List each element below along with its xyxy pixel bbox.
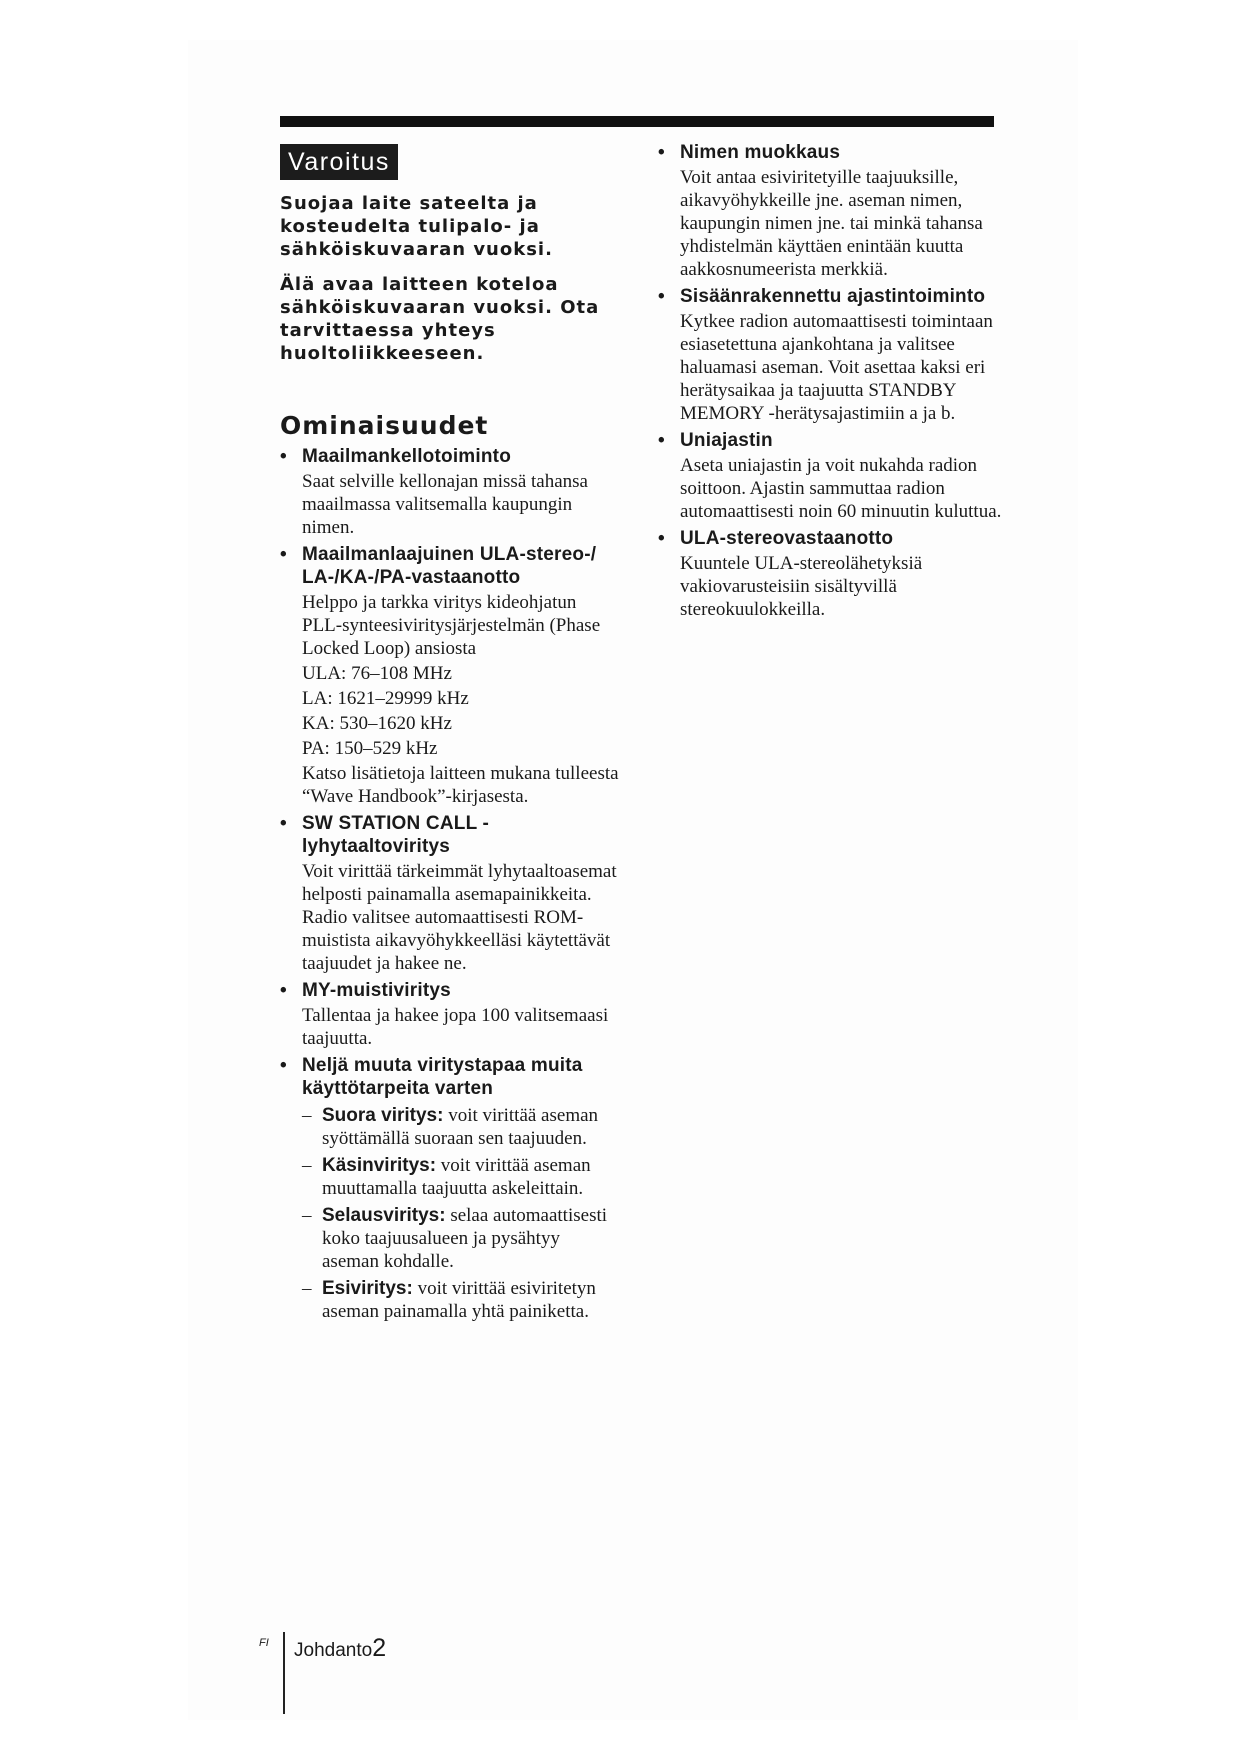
bullet: • [658,142,665,163]
footer-section-name: Johdanto [294,1640,373,1661]
bullet: • [280,813,287,834]
bullet: • [280,1055,287,1076]
left-column [280,144,620,1323]
feature-description: Kytkee radion automaattisesti toimintaan esiasetettuna ajankohtana ja valitsee haluamasi aseman. Voit asettaa kaksi eri herätysaikaa ja taajuutta STANDBY MEMORY -herätysajastimiin a ja b. [680,311,993,424]
feature-item [658,285,1003,425]
tuning-method [302,1204,620,1273]
feature-description: Tallentaa ja hakee jopa 100 valitsemaasi taajuutta. [302,1005,609,1049]
bullet: • [280,980,287,1001]
tuning-method-label: Suora viritys: [322,1105,444,1126]
bullet: • [280,544,287,565]
feature-description: Kuuntele ULA-stereolähetyksiä vakiovarusteisiin sisältyvillä stereokuulokkeilla. [680,553,923,620]
tuning-method-label: Selausviritys: [322,1205,446,1226]
feature-item [280,1054,620,1323]
dash: – [302,1105,312,1126]
feature-title: Maailmanlaajuinen ULA-stereo-/ LA-/KA-/PA-vastaanotto [302,544,597,588]
page-number: 2 [372,1634,387,1662]
bullet: • [658,286,665,307]
bullet: • [658,430,665,451]
band-range: PA: 150–529 kHz [302,738,438,759]
feature-title: ULA-stereovastaanotto [680,528,894,549]
feature-title: Nimen muokkaus [680,142,841,163]
tuning-method-label: Käsinviritys: [322,1155,437,1176]
bullet: • [280,446,287,467]
footer-divider [283,1632,285,1714]
tuning-method-text: voit virittää aseman muuttamalla taajuutta askeleittain. [322,1155,591,1199]
tuning-method-text: voit virittää esiviritetyn aseman painamalla yhtä painiketta. [322,1278,596,1322]
warning-paragraph-2: Älä avaa laitteen koteloa sähköiskuvaaran vuoksi. Ota tarvittaessa yhteys huoltoliikkeeseen. [280,274,600,364]
top-rule [280,116,994,127]
feature-item [280,812,620,975]
tuning-method-label: Esiviritys: [322,1278,413,1299]
feature-title: Maailmankellotoiminto [302,446,512,467]
feature-note: Katso lisätietoja laitteen mukana tulleesta “Wave Handbook”-kirjasesta. [302,763,619,807]
feature-item [658,429,1003,523]
right-column [658,141,1003,621]
footer-section [294,1634,386,1663]
band-range: KA: 530–1620 kHz [302,713,452,734]
band-range: ULA: 76–108 MHz [302,663,452,684]
tuning-method [302,1277,620,1323]
feature-item [280,543,620,808]
tuning-method-text: voit virittää aseman syöttämällä suoraan sen taajuuden. [322,1105,599,1149]
warning-paragraph-1: Suojaa laite sateelta ja kosteudelta tulipalo- ja sähköiskuvaaran vuoksi. [280,193,553,260]
tuning-method-text: selaa automaattisesti koko taajuusalueen ja pysähtyy aseman kohdalle. [322,1205,608,1272]
tuning-method [302,1104,620,1150]
dash: – [302,1205,312,1226]
feature-item [658,527,1003,621]
feature-description: Aseta uniajastin ja voit nukahda radion soittoon. Ajastin sammuttaa radion automaattisesti noin 60 minuutin kuluttua. [680,455,1002,522]
feature-item [280,979,620,1050]
warning-heading: Varoitus [280,144,398,180]
feature-description: Voit virittää tärkeimmät lyhytaaltoasemat helposti painamalla asemapainikkeita. Radio valitsee automaattisesti ROM-muistista aikavyöhykkeelläsi käytettävät taajuudet ja hakee ne. [302,861,617,974]
feature-title: MY-muistiviritys [302,980,451,1001]
feature-title: Sisäänrakennettu ajastintoiminto [680,286,986,307]
feature-description: Voit antaa esiviritetyille taajuuksille, aikavyöhykkeille jne. aseman nimen, kaupungin nimen jne. tai minkä tahansa yhdistelmän käyttäen enintään kuutta aakkosnumeerista merkkiä. [680,167,983,280]
dash: – [302,1155,312,1176]
band-range: LA: 1621–29999 kHz [302,688,469,709]
feature-description: Saat selville kellonajan missä tahansa maailmassa valitsemalla kaupungin nimen. [302,471,588,538]
tuning-method [302,1154,620,1200]
features-title: Ominaisuudet [280,411,489,440]
feature-item [280,445,620,539]
feature-title: Uniajastin [680,430,773,451]
dash: – [302,1278,312,1299]
feature-title: Neljä muuta viritystapaa muita käyttötarpeita varten [302,1055,583,1099]
bullet: • [658,528,665,549]
feature-title: SW STATION CALL - lyhytaaltoviritys [302,813,490,857]
footer-language-code: FI [259,1637,269,1649]
feature-item [658,141,1003,281]
feature-description: Helppo ja tarkka viritys kideohjatun PLL-synteesiviritysjärjestelmän (Phase Locked Loop) ansiosta [302,592,601,659]
